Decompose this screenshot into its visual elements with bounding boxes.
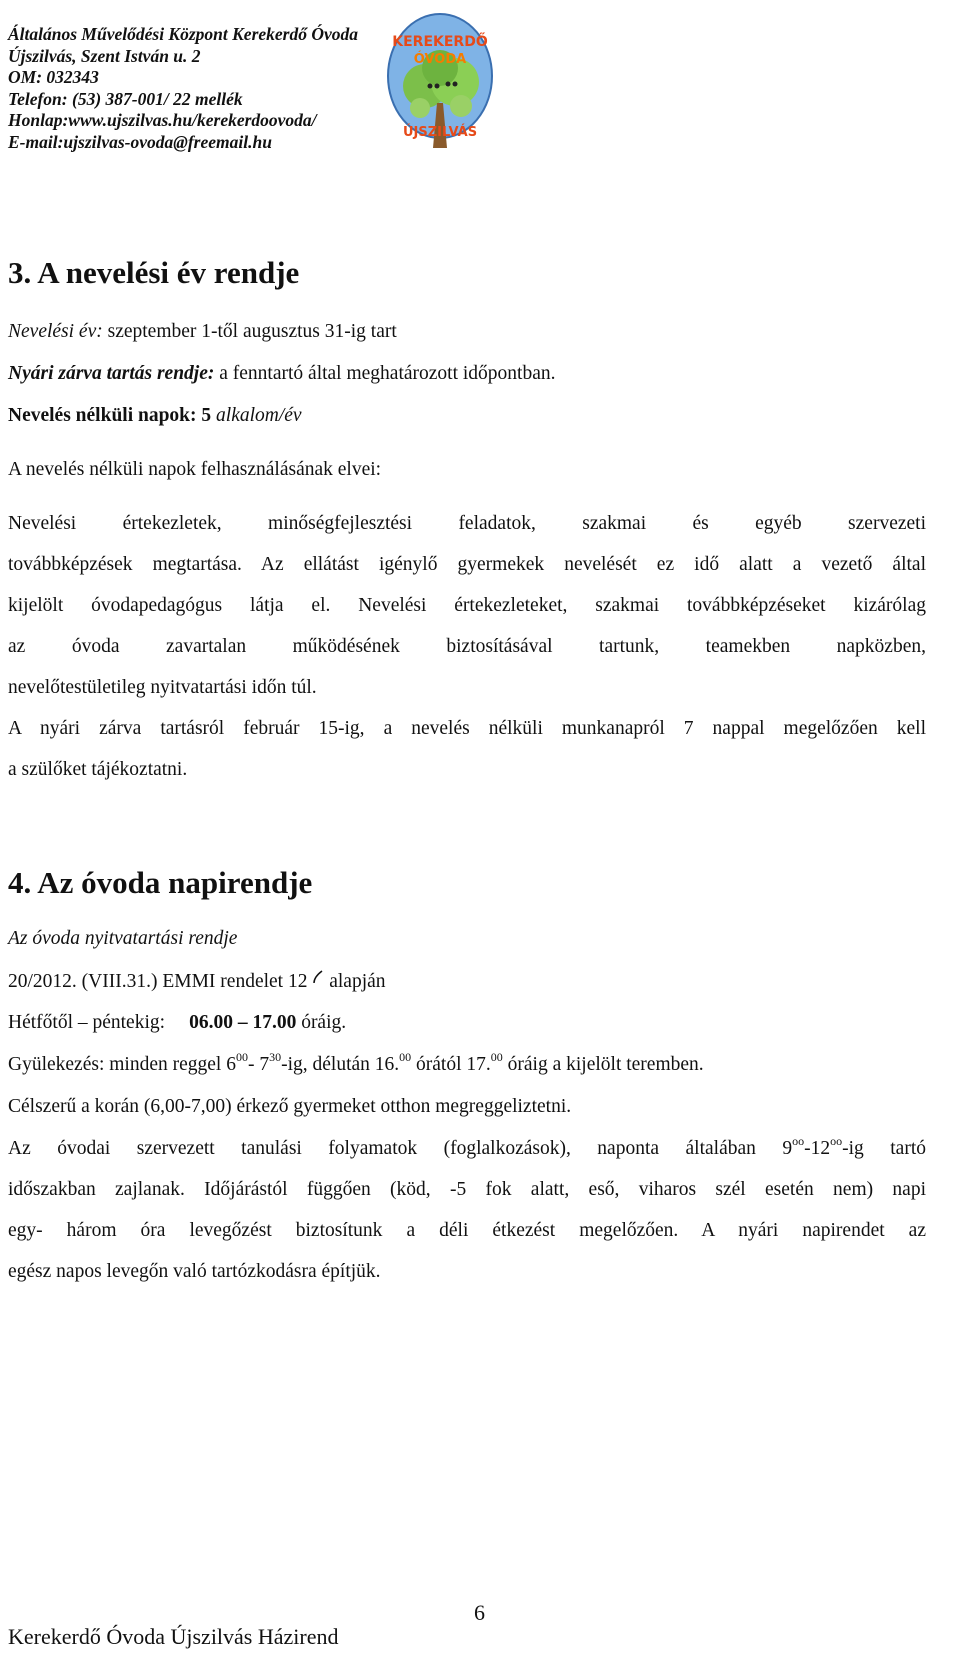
header-email: E-mail:ujszilvas-ovoda@freemail.hu <box>8 131 272 152</box>
header-phone: Telefon: (53) 387-001/ 22 mellék <box>8 88 243 109</box>
gyulekezes-text-b: - 7 <box>247 1054 270 1075</box>
logo-middle-text: ÓVODA <box>413 52 467 67</box>
paragraph-2-line-1: A nyári zárva tartásról február 15-ig, a nevelés nélküli munkanapról 7 nappal megelőzően kell <box>8 718 926 739</box>
header-om: OM: 032343 <box>8 67 99 87</box>
celszeru-line: Célszerű a korán (6,00-7,00) érkező gyermeket otthon megreggeliztetni. <box>8 1096 572 1117</box>
header-website: Honlap:www.ujszilvas.hu/kerekerdoovoda/ <box>8 110 317 130</box>
nevelesi-ev-label: Nevelési év: <box>8 321 103 342</box>
section-4-heading: 4. Az óvoda napirendje <box>8 865 313 900</box>
p3-text-a: Az óvodai szervezett tanulási folyamatok (foglalkozások), naponta általában 9 <box>8 1138 793 1159</box>
kindergarten-logo <box>385 8 495 158</box>
gyulekezes-text-c: -ig, délután 16. <box>281 1054 400 1075</box>
nyari-zarva-line <box>8 362 926 386</box>
elvei-line: A nevelés nélküli napok felhasználásának elvei: <box>8 459 382 480</box>
paragraph-2-line-2: a szülőket tájékoztatni. <box>8 759 188 780</box>
neveles-nelkuli-line <box>8 404 926 428</box>
footer-text: Kerekerdő Óvoda Újszilvás Házirend <box>8 1624 339 1649</box>
rendelet-line <box>8 969 926 994</box>
rendelet-text: 20/2012. (VIII.31.) EMMI rendelet 12 <box>8 971 313 992</box>
neveles-nelkuli-label: Nevelés nélküli napok: 5 <box>8 405 217 426</box>
nyitvatartas-time: 06.00 – 17.00 <box>189 1012 297 1033</box>
paragraph-1-line-2: továbbképzések megtartása. Az ellátást igénylő gyermekek nevelését ez idő alatt a vezető által <box>8 554 926 575</box>
gyulekezes-text-a: Gyülekezés: minden reggel 6 <box>8 1054 236 1075</box>
paragraph-1-line-3: kijelölt óvodapedagógus látja el. Nevelési értekezleteket, szakmai továbbképzéseket kizárólag <box>8 595 926 616</box>
gyulekezes-line <box>8 1050 926 1077</box>
p3-sup-2: oo <box>830 1134 843 1148</box>
section-3-heading: 3. A nevelési év rendje <box>8 255 300 290</box>
paragraph-1-line-5: nevelőtestületileg nyitvatartási időn túl. <box>8 677 317 698</box>
hetfo-pentek-line <box>8 1011 926 1035</box>
neveles-nelkuli-value: alkalom/év <box>216 405 302 426</box>
nyitvatartasi-subheading: Az óvoda nyitvatartási rendje <box>8 928 238 949</box>
logo-bottom-text: ÚJSZILVÁS <box>402 125 478 140</box>
paragraph-3-line-4: egész napos levegőn való tartózkodásra építjük. <box>8 1261 381 1282</box>
section-sign-icon <box>312 969 324 989</box>
logo-top-text: KEREKERDŐ <box>392 34 488 50</box>
gyulekezes-sup-4: 00 <box>490 1050 503 1064</box>
header-institution-name: Általános Művelődési Központ Kerekerdő Óvoda <box>8 24 359 44</box>
page-number: 6 <box>474 1600 485 1625</box>
gyulekezes-text-e: óráig a kijelölt teremben. <box>502 1054 704 1075</box>
rendelet-suffix: alapján <box>324 971 386 992</box>
gyulekezes-text-d: órától 17. <box>411 1054 491 1075</box>
paragraph-3-line-3: egy- három óra levegőzést biztosítunk a déli étkezést megelőzően. A nyári napirendet az <box>8 1220 926 1241</box>
paragraph-1-line-4: az óvoda zavartalan működésének biztosításával tartunk, teamekben napközben, <box>8 636 926 657</box>
header-address: Újszilvás, Szent István u. 2 <box>8 45 201 66</box>
paragraph-1-line-1: Nevelési értekezletek, minőségfejlesztési feladatok, szakmai és egyéb szervezeti <box>8 513 926 534</box>
hetfo-pentek-label: Hétfőtől – péntekig: <box>8 1012 166 1033</box>
gyulekezes-sup-1: 00 <box>235 1050 248 1064</box>
nyitvatartas-suffix: óráig. <box>296 1012 347 1033</box>
p3-text-b: -12 <box>804 1138 831 1159</box>
institution-header <box>8 24 408 153</box>
nyari-zarva-label: Nyári zárva tartás rendje: <box>8 363 215 384</box>
p3-text-c: -ig tartó <box>842 1138 926 1159</box>
gyulekezes-sup-2: 30 <box>269 1050 282 1064</box>
p3-sup-1: oo <box>792 1134 805 1148</box>
nyari-zarva-value: a fenntartó által meghatározott időpontban. <box>214 363 556 384</box>
gyulekezes-sup-3: 00 <box>399 1050 412 1064</box>
paragraph-3-line-1 <box>8 1134 926 1161</box>
paragraph-3-line-2: időszakban zajlanak. Időjárástól függően (köd, -5 fok alatt, eső, viharos szél esetén nem) napi <box>8 1179 926 1200</box>
nevelesi-ev-value: szeptember 1-től augusztus 31-ig tart <box>102 321 397 342</box>
nevelesi-ev-line <box>8 320 926 344</box>
